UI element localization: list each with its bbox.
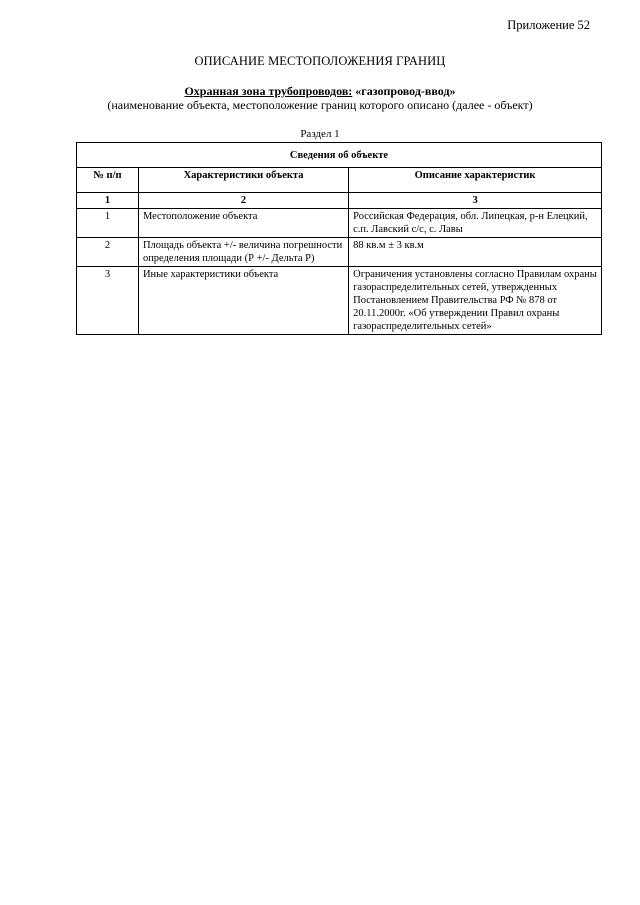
row-description: 88 кв.м ± 3 кв.м	[349, 238, 602, 267]
column-number-1: 1	[77, 193, 139, 209]
object-name-line	[0, 84, 640, 99]
row-number: 1	[77, 209, 139, 238]
header-description: Описание характеристик	[349, 168, 602, 193]
object-name: «газопровод-ввод»	[355, 84, 456, 98]
row-characteristic: Иные характеристики объекта	[138, 267, 348, 335]
row-number: 3	[77, 267, 139, 335]
row-description: Ограничения установлены согласно Правилам охраны газораспределительных сетей, утвержденных Постановлением Правительства РФ № 878 от 20.11.2000г. «Об утверждении Правил охраны газораспределительных сетей»	[349, 267, 602, 335]
section-label: Раздел 1	[300, 128, 340, 140]
column-number-3: 3	[349, 193, 602, 209]
object-caption: (наименование объекта, местоположение границ которого описано (далее - объект)	[107, 98, 533, 112]
object-info-table	[76, 142, 602, 335]
column-number-2: 2	[138, 193, 348, 209]
table-title: Сведения об объекте	[77, 143, 602, 168]
object-type-label: Охранная зона трубопроводов:	[184, 84, 353, 98]
row-number: 2	[77, 238, 139, 267]
table-row	[77, 238, 602, 267]
header-number: № п/п	[77, 168, 139, 193]
table-row	[77, 267, 602, 335]
header-characteristic: Характеристики объекта	[138, 168, 348, 193]
row-characteristic: Местоположение объекта	[138, 209, 348, 238]
row-description: Российская Федерация, обл. Липецкая, р-н Елецкий, с.п. Лавский с/с, с. Лавы	[349, 209, 602, 238]
appendix-number: Приложение 52	[507, 18, 590, 32]
row-characteristic: Площадь объекта +/- величина погрешности определения площади (Р +/- Дельта Р)	[138, 238, 348, 267]
document-title: ОПИСАНИЕ МЕСТОПОЛОЖЕНИЯ ГРАНИЦ	[194, 54, 446, 68]
table-row	[77, 209, 602, 238]
